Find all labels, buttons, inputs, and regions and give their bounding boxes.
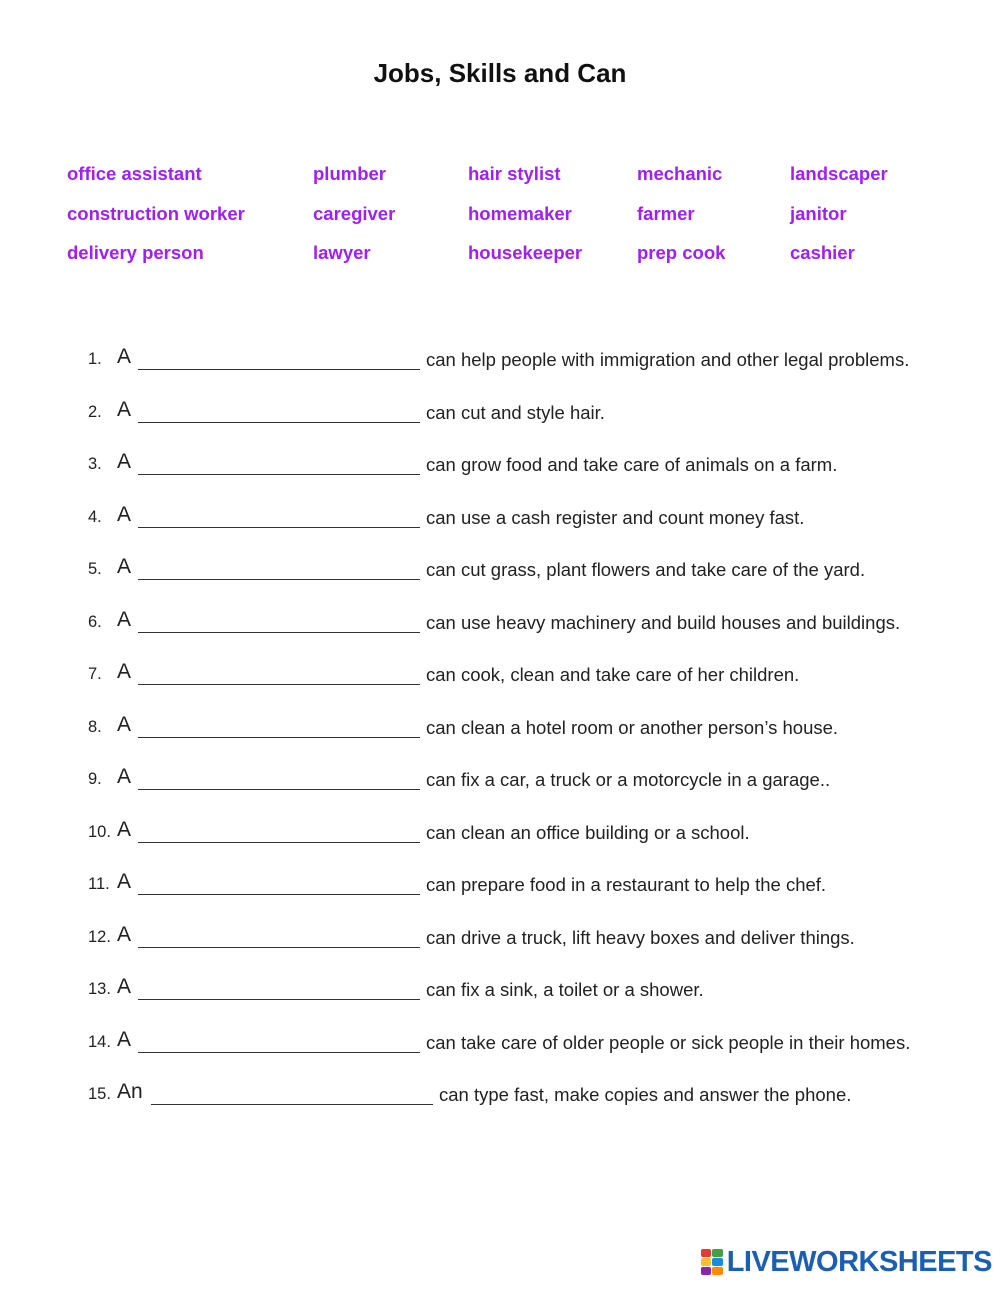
question-item bbox=[0, 763, 1000, 816]
question-item bbox=[0, 921, 1000, 974]
question-item bbox=[0, 343, 1000, 396]
question-number: 11. bbox=[88, 875, 110, 893]
question-article: A bbox=[117, 922, 132, 946]
word-bank-item: housekeeper bbox=[468, 242, 583, 263]
answer-blank[interactable] bbox=[138, 455, 420, 475]
word-bank-item: homemaker bbox=[468, 202, 572, 224]
question-text: can help people with immigration and other legal problems. bbox=[426, 349, 910, 370]
answer-blank[interactable] bbox=[138, 350, 420, 370]
question-article: A bbox=[117, 502, 132, 526]
answer-blank[interactable] bbox=[138, 823, 420, 843]
question-text: can use a cash register and count money fast. bbox=[426, 506, 805, 528]
question-article: A bbox=[117, 712, 132, 736]
question-text: can fix a sink, a toilet or a shower. bbox=[426, 979, 704, 1000]
answer-blank[interactable] bbox=[138, 403, 420, 423]
word-bank-item: mechanic bbox=[637, 163, 723, 184]
question-item bbox=[0, 553, 1000, 606]
answer-blank[interactable] bbox=[138, 928, 420, 948]
question-number: 8. bbox=[88, 717, 102, 736]
question-number: 14. bbox=[88, 1032, 111, 1051]
question-text: can take care of older people or sick people in their homes. bbox=[426, 1031, 911, 1053]
answer-blank[interactable] bbox=[138, 508, 420, 528]
answer-blank[interactable] bbox=[138, 1033, 420, 1053]
question-number: 5. bbox=[88, 560, 102, 578]
word-bank-item: hair stylist bbox=[468, 163, 561, 184]
question-text: can drive a truck, lift heavy boxes and deliver things. bbox=[426, 926, 855, 948]
question-article: A bbox=[117, 870, 132, 893]
question-article: A bbox=[117, 765, 132, 788]
question-article: A bbox=[117, 660, 132, 683]
question-number: 12. bbox=[88, 927, 111, 946]
question-number: 6. bbox=[88, 612, 102, 631]
question-text: can fix a car, a truck or a motorcycle in a garage.. bbox=[426, 769, 831, 790]
question-list bbox=[0, 343, 1000, 1131]
word-bank-item: farmer bbox=[637, 202, 695, 224]
question-text: can cut grass, plant flowers and take care of the yard. bbox=[426, 559, 866, 580]
question-item bbox=[0, 1078, 1000, 1131]
liveworksheets-logo-icon bbox=[701, 1249, 723, 1275]
word-bank-item: cashier bbox=[790, 242, 855, 263]
question-item bbox=[0, 711, 1000, 764]
answer-blank[interactable] bbox=[138, 770, 420, 790]
question-text: can type fast, make copies and answer the phone. bbox=[439, 1084, 852, 1105]
question-number: 2. bbox=[88, 402, 102, 421]
question-item bbox=[0, 816, 1000, 869]
question-number: 15. bbox=[88, 1085, 111, 1103]
question-text: can grow food and take care of animals on a farm. bbox=[426, 454, 838, 475]
page-title: Jobs, Skills and Can bbox=[373, 58, 627, 88]
question-item bbox=[0, 1026, 1000, 1079]
question-text: can clean an office building or a school. bbox=[426, 821, 750, 843]
word-bank-row bbox=[67, 203, 947, 243]
question-number: 7. bbox=[88, 665, 102, 683]
question-article: A bbox=[117, 1027, 132, 1051]
question-item bbox=[0, 606, 1000, 659]
question-item bbox=[0, 501, 1000, 554]
question-text: can cook, clean and take care of her children. bbox=[426, 664, 800, 685]
word-bank-item: delivery person bbox=[67, 242, 204, 263]
question-article: A bbox=[117, 975, 132, 998]
answer-blank[interactable] bbox=[138, 980, 420, 1000]
question-article: A bbox=[117, 450, 132, 473]
question-number: 13. bbox=[88, 980, 111, 998]
word-bank-row bbox=[67, 242, 947, 282]
word-bank-item: landscaper bbox=[790, 163, 888, 184]
word-bank-item: plumber bbox=[313, 163, 386, 184]
word-bank-item: caregiver bbox=[313, 202, 396, 224]
question-item bbox=[0, 658, 1000, 711]
answer-blank[interactable] bbox=[138, 875, 420, 895]
question-item bbox=[0, 396, 1000, 449]
question-article: A bbox=[117, 607, 132, 631]
question-number: 1. bbox=[88, 350, 102, 368]
liveworksheets-brand[interactable] bbox=[701, 1247, 992, 1277]
question-article: An bbox=[117, 1080, 143, 1103]
word-bank-row bbox=[67, 163, 947, 203]
answer-blank[interactable] bbox=[138, 665, 420, 685]
word-bank-item: construction worker bbox=[67, 202, 245, 224]
question-number: 10. bbox=[88, 822, 111, 841]
word-bank-item: office assistant bbox=[67, 163, 202, 184]
question-text: can clean a hotel room or another person’s house. bbox=[426, 716, 839, 738]
question-article: A bbox=[117, 817, 132, 841]
question-number: 9. bbox=[88, 770, 102, 788]
question-number: 4. bbox=[88, 507, 102, 526]
question-item bbox=[0, 973, 1000, 1026]
question-item bbox=[0, 448, 1000, 501]
answer-blank[interactable] bbox=[151, 1085, 433, 1105]
question-article: A bbox=[117, 397, 132, 421]
brand-text: LIVEWORKSHEETS bbox=[726, 1245, 992, 1278]
word-bank-item: janitor bbox=[790, 202, 847, 224]
answer-blank[interactable] bbox=[138, 613, 420, 633]
answer-blank[interactable] bbox=[138, 560, 420, 580]
question-number: 3. bbox=[88, 455, 102, 473]
question-text: can prepare food in a restaurant to help the chef. bbox=[426, 874, 827, 895]
question-item bbox=[0, 868, 1000, 921]
question-article: A bbox=[117, 555, 132, 578]
question-text: can cut and style hair. bbox=[426, 401, 605, 423]
word-bank-item: lawyer bbox=[313, 242, 371, 263]
answer-blank[interactable] bbox=[138, 718, 420, 738]
question-text: can use heavy machinery and build houses and buildings. bbox=[426, 611, 901, 633]
question-article: A bbox=[117, 345, 132, 368]
word-bank-item: prep cook bbox=[637, 242, 726, 263]
word-bank bbox=[67, 163, 947, 282]
